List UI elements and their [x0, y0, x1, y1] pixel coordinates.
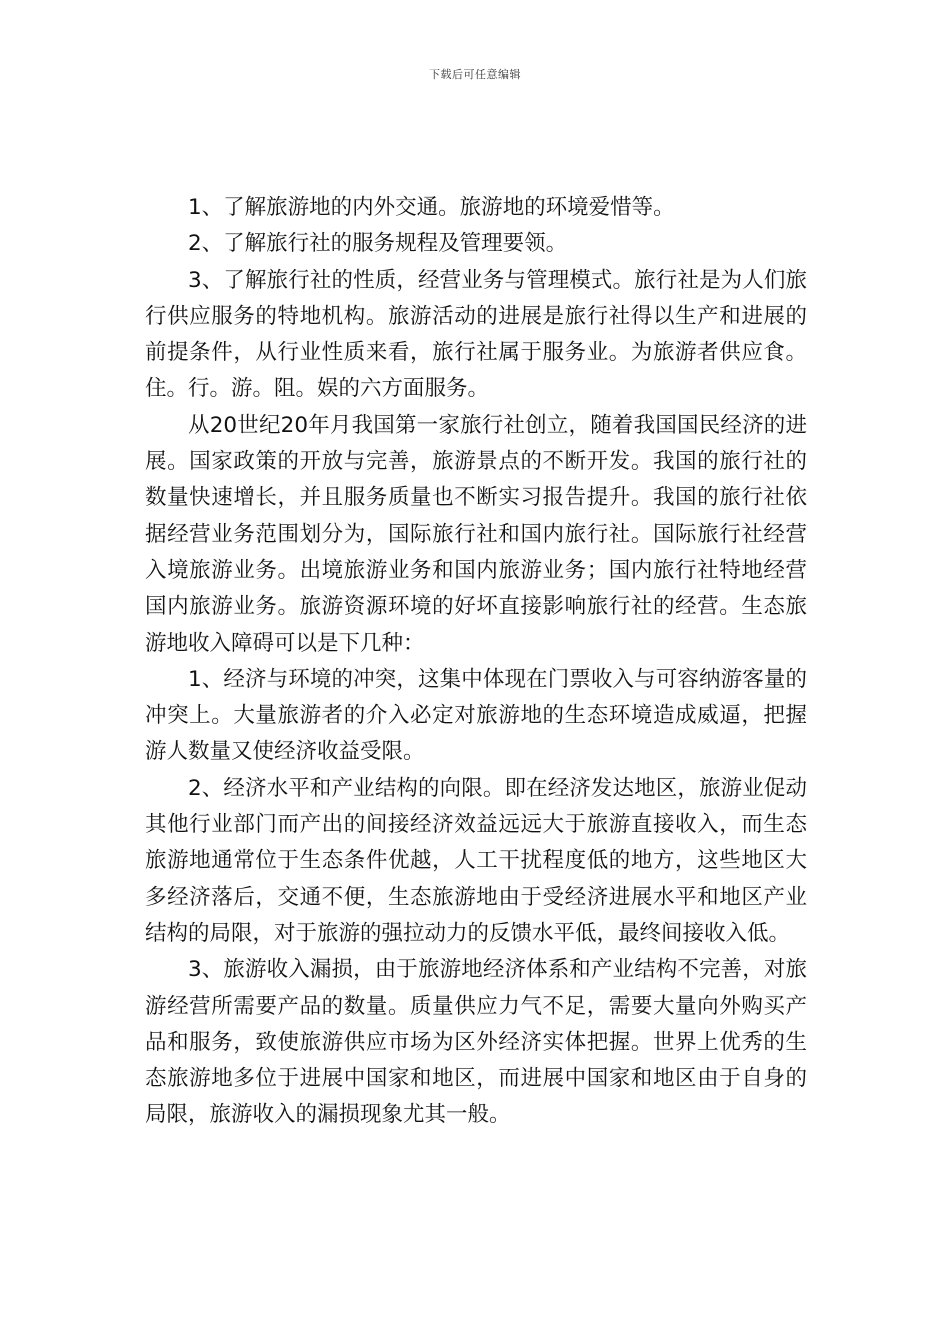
- paragraph-history: 从20世纪20年月我国第一家旅行社创立，随着我国国民经济的进展。国家政策的开放与完善，旅游景点的不断开发。我国的旅行社的数量快速增长，并且服务质量也不断实习报告提升。我国的旅行社依据经营业务范围划分为，国际旅行社和国内旅行社。国际旅行社经营入境旅游业务。出境旅游业务和国内旅游业务；国内旅行社特地经营国内旅游业务。旅游资源环境的好坏直接影响旅行社的经营。生态旅游地收入障碍可以是下几种：: [145, 412, 807, 656]
- paragraph-item-2: 2、了解旅行社的服务规程及管理要领。: [188, 231, 568, 257]
- paragraph-obstacle-2: 2、经济水平和产业结构的向限。即在经济发达地区，旅游业促动其他行业部门而产出的间接经济效益远远大于旅游直接收入，而生态旅游地通常位于生态条件优越，人工干扰程度低的地方，这些地区大多经济落后，交通不便，生态旅游地由于受经济进展水平和地区产业结构的局限，对于旅游的强拉动力的反馈水平低，最终间接收入低。: [145, 775, 807, 946]
- document-body: [145, 190, 807, 1134]
- paragraph-item-1: 1、了解旅游地的内外交通。旅游地的环境爱惜等。: [188, 195, 675, 220]
- paragraph-obstacle-1: 1、经济与环境的冲突，这集中体现在门票收入与可容纳游客量的冲突上。大量旅游者的介入必定对旅游地的生态环境造成威逼，把握游人数量又使经济收益受限。: [145, 666, 807, 765]
- paragraph-item-3: 3、了解旅行社的性质，经营业务与管理模式。旅行社是为人们旅行供应服务的特地机构。旅游活动的进展是旅行社得以生产和进展的前提条件，从行业性质来看，旅行社属于服务业。为旅游者供应食。住。行。游。阻。娱的六方面服务。: [145, 267, 807, 402]
- paragraph-obstacle-3: 3、旅游收入漏损，由于旅游地经济体系和产业结构不完善，对旅游经营所需要产品的数量。质量供应力气不足，需要大量向外购买产品和服务，致使旅游供应市场为区外经济实体把握。世界上优秀的生态旅游地多位于进展中国家和地区，而进展中国家和地区由于自身的局限，旅游收入的漏损现象尤其一般。: [145, 957, 807, 1128]
- page-header: 下载后可任意编辑: [429, 68, 521, 81]
